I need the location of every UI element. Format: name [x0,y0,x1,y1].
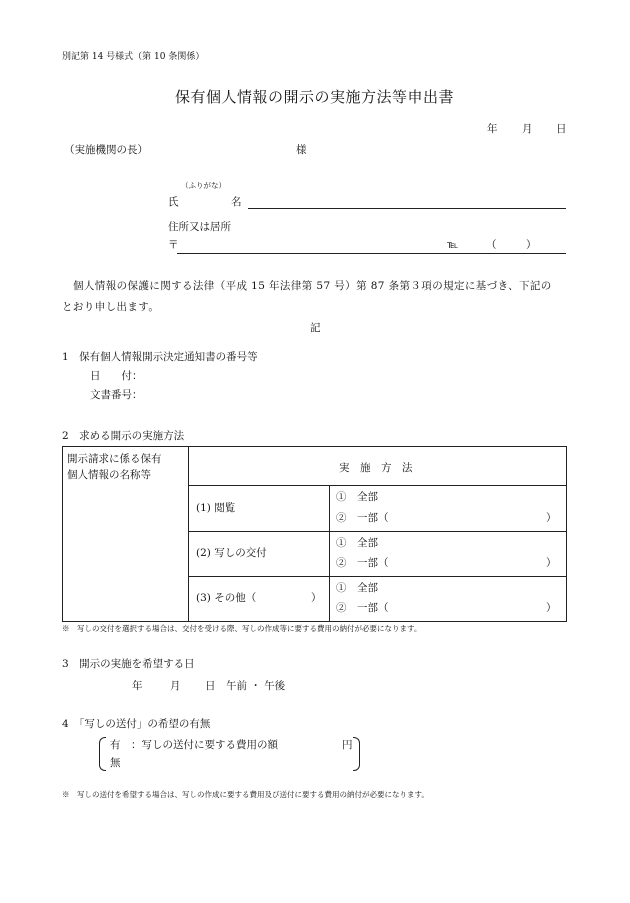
date-month-label: 月 [522,123,533,135]
method-row-1-opt1[interactable]: ① 全部 [336,491,378,503]
addressee-honorific: 様 [296,144,307,156]
address-input-line[interactable] [177,253,566,254]
table-col2-header: 実 施 方 法 [339,462,413,474]
section2-note: ※ 写しの交付を選択する場合は、交付を受ける際、写しの作成等に要する費用の納付が必要になります。 [62,624,422,633]
tel-paren-open: （ [486,239,497,251]
tel-paren-close: ） [526,239,537,251]
method-row-2-label: (2) 写しの交付 [196,547,267,559]
method-row-3-label: (3) その他（ [196,592,257,604]
section3-day: 日 [205,680,216,692]
date-year-label: 年 [487,123,498,135]
addressee-label: （実施機関の長） [64,144,148,156]
page-title: 保有個人情報の開示の実施方法等申出書 [175,88,455,106]
name-input-line[interactable] [248,208,566,209]
method-row-3-opt1[interactable]: ① 全部 [336,582,378,594]
section4-yen: 円 [342,739,353,751]
section1-doc-label: 文書番号： [90,389,143,401]
table-col1-header-2: 個人情報の名称等 [67,469,151,481]
form-id: 別記第 14 号様式（第 10 条関係） [62,52,205,62]
section4-yes[interactable]: 有 ：写しの送付に要する費用の額 [110,739,278,751]
section4-no[interactable]: 無 [110,757,121,769]
right-bracket [353,737,360,771]
method-row-3-label-close: ） [311,592,322,604]
section3-ampm[interactable]: 午前 ・ 午後 [226,680,286,692]
intro-line-2: とおり申し出ます。 [62,301,160,313]
section2-heading: 2 求める開示の実施方法 [62,430,185,442]
table-header-line [188,485,567,486]
date-day-label: 日 [556,123,567,135]
section3-heading: 3 開示の実施を希望する日 [62,658,195,670]
table-col1-header-1: 開示請求に係る保有 [67,453,162,465]
section4-note: ※ 写しの送付を希望する場合は、写しの作成に要する費用及び送付に要する費用の納付が必要になります。 [62,790,429,799]
address-label: 住所又は居所 [168,221,231,233]
tel-icon: ℡ [447,239,459,251]
section3-month: 月 [170,680,181,692]
furigana-label: （ふりがな） [181,181,226,190]
method-row-1-opt2[interactable]: ② 一部（ [336,512,389,524]
method-row-2-close: ） [546,557,557,569]
method-row-1-close: ） [546,512,557,524]
postal-mark: 〒 [168,239,179,251]
table-row-line-1 [188,531,567,532]
method-row-2-opt2[interactable]: ② 一部（ [336,557,389,569]
method-row-2-opt1[interactable]: ① 全部 [336,537,378,549]
section3-year: 年 [132,680,143,692]
table-col-divider [188,446,189,622]
left-bracket [99,737,106,771]
intro-line-1: 個人情報の保護に関する法律（平成 15 年法律第 57 号）第 87 条第３項の規定に基づき、下記の [73,280,552,292]
section1-date-label: 日 付： [90,370,143,382]
name-label-1: 氏 [168,196,179,208]
method-row-1-label: (1) 閲覧 [196,502,236,514]
method-row-3-close: ） [546,602,557,614]
section4-heading: 4 「写しの送付」の希望の有無 [62,718,211,730]
table-method-divider [329,485,330,622]
method-row-3-opt2[interactable]: ② 一部（ [336,602,389,614]
table-row-line-2 [188,576,567,577]
name-label-2: 名 [231,196,242,208]
section1-heading: 1 保有個人情報開示決定通知書の番号等 [62,351,258,363]
ki-label: 記 [310,322,321,334]
